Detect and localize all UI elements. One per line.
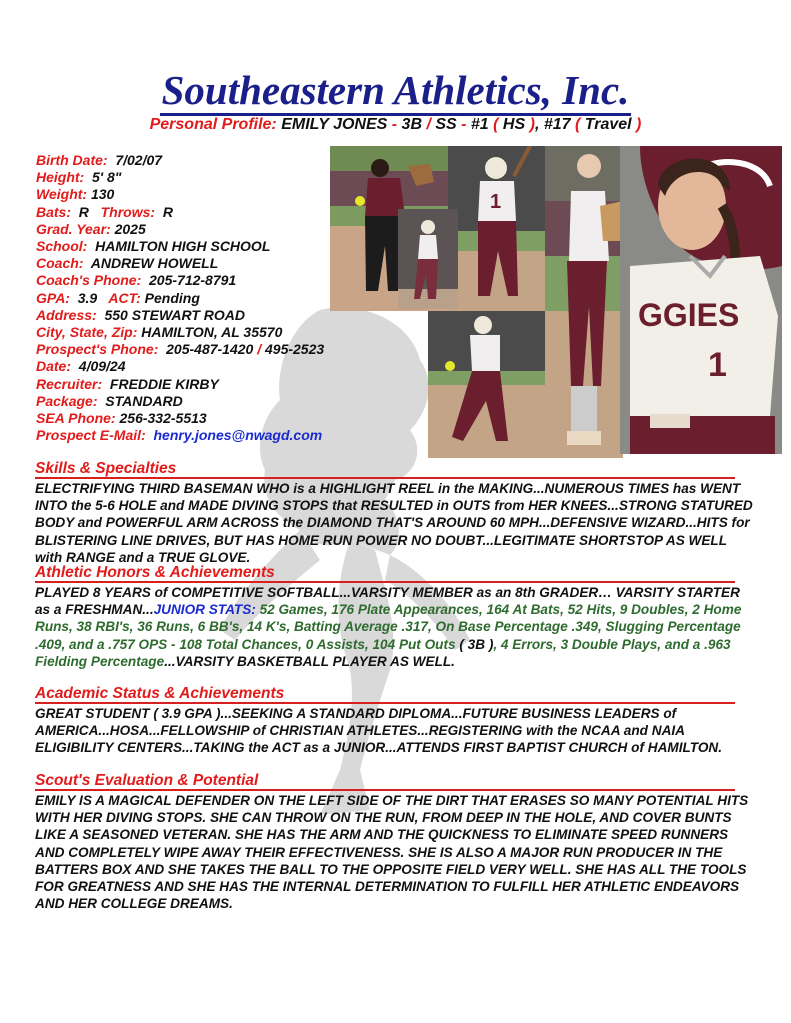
info-height: Height: 5' 8" [36, 169, 122, 186]
section-heading: Academic Status & Achievements [35, 685, 735, 704]
junior-stats-label: JUNIOR STATS [153, 602, 252, 618]
portrait-photo [620, 146, 782, 454]
player-name: EMILY JONES [281, 116, 388, 133]
info-package: Package: STANDARD [36, 392, 183, 409]
batting-stance-photo [448, 146, 545, 311]
jersey-number-travel: #17 [543, 116, 571, 133]
profile-subtitle: Personal Profile: EMILY JONES - 3B / SS - #1 ( HS ), #17 ( Travel ) [149, 116, 642, 133]
junior-stats: 52 Games, 176 Plate Appearances, 164 At Bats, 52 Hits, 9 Doubles, 2 Home Runs, 38 RBI's, 36 Runs, 6 BB's, 14 K's, Batting Average .317, On Base Percentage .349, Slugging Percentage .409, and a .757 OPS - 108 Total Chances, 0 Assists, 104 Put Outs [35, 602, 742, 652]
section-heading: Scout's Evaluation & Potential [35, 772, 735, 791]
svg-text:GGIES: GGIES [638, 297, 740, 333]
section-body: GREAT STUDENT ( 3.9 GPA )...SEEKING A STANDARD DIPLOMA...FUTURE BUSINESS LEADERS of AMERICA...HOSA...FELLOWSHIP of CHRISTIAN ATHLETES...REGISTERING with the NCAA and NAIA ELIGIBILITY CENTERS...TAKING the ACT as a JUNIOR...ATTENDS FIRST BAPTIST CHURCH of HAMILTON. [35, 706, 723, 756]
company-title: Southeastern Athletics, Inc. [0, 68, 791, 112]
info-grad-year: Grad. Year: 2025 [36, 220, 146, 237]
section-body: ELECTRIFYING THIRD BASEMAN WHO is a HIGHLIGHT REEL in the MAKING...NUMEROUS TIMES has WENT INTO the 5-6 HOLE and MADE DIVING STOPS that RESULTED in OUTS from HER KNEES...STRONG STATURED BODY and POWERFUL ARM ACROSS the DIAMOND THAT'S AROUND 60 MPH...DEFENSIVE WIZARD...HITS for BLISTERING LINE DRIVES, BUT HAS HOME RUN POWER NO DOUBT...LEGITIMATE SHORTSTOP AS WELL with RANGE and a TRUE GLOVE. [35, 481, 753, 565]
section-scout [35, 772, 755, 912]
svg-text:1: 1 [708, 346, 727, 384]
section-academic [35, 685, 755, 757]
position-secondary: SS [435, 116, 457, 133]
section-skills [35, 460, 755, 566]
section-heading: Skills & Specialties [35, 460, 735, 479]
info-city-state-zip: City, State, Zip: HAMILTON, AL 35570 [36, 324, 283, 341]
section-heading: Athletic Honors & Achievements [35, 564, 735, 583]
info-gpa-act: GPA: 3.9 ACT: Pending [36, 289, 200, 306]
info-coach: Coach: ANDREW HOWELL [36, 255, 219, 272]
info-birth-date: Birth Date: 7/02/07 [36, 152, 163, 168]
profile-label: Personal Profile: [149, 116, 277, 133]
section-body: EMILY IS A MAGICAL DEFENDER ON THE LEFT SIDE OF THE DIRT THAT ERASES SO MANY POTENTIAL HITS WITH HER DIVING STOPS. SHE CAN THROW ON THE RUN, FROM DEEP IN THE HOLE, AND COVER BUNTS LIKE A SEASONED VETERAN. SHE HAS THE ARM AND THE QUICKNESS TO ELIMINATE SPEED RUNNERS AND COMPLETELY WIPE AWAY THEIR EFFECTIVENESS. SHE IS ALSO A MAJOR RUN PRODUCER IN THE BATTERS BOX AND SHE TAKES THE BALL TO THE OPPOSITE FIELD VERY WELL. SHE HAS ALL THE TOOLS FOR GREATNESS AND SHE HAS THE INTERNAL DETERMINATION TO FULFILL HER ATHLETIC ENDEAVORS AND HER COLLEGE DREAMS. [35, 793, 749, 912]
info-sea-phone: SEA Phone: 256-332-5513 [36, 410, 207, 427]
hitting-photo [428, 311, 545, 458]
info-email: Prospect E-Mail: henry.jones@nwagd.com [36, 427, 323, 444]
email-link[interactable]: henry.jones@nwagd.com [153, 427, 323, 444]
info-coach-phone: Coach's Phone: 205-712-8791 [36, 272, 237, 289]
swing-photo-small [398, 209, 458, 309]
info-bats-throws: Bats: R Throws: R [36, 203, 173, 220]
info-weight: Weight: 130 [36, 186, 115, 203]
svg-text:1: 1 [490, 191, 502, 213]
info-recruiter: Recruiter: FREDDIE KIRBY [36, 375, 219, 392]
info-school: School: HAMILTON HIGH SCHOOL [36, 238, 271, 255]
info-prospect-phone: Prospect's Phone: 205-487-1420 / 495-2523 [36, 341, 325, 358]
position-primary: 3B [401, 116, 422, 133]
info-date: Date: 4/09/24 [36, 358, 126, 375]
info-address: Address: 550 STEWART ROAD [36, 306, 246, 323]
section-body: PLAYED 8 YEARS of COMPETITIVE SOFTBALL...VARSITY MEMBER as an 8th GRADER… VARSITY STARTER as a FRESHMAN...JUNIOR STATS: 52 Games, 176 Plate Appearances, 164 At Bats, 52 Hits, 9 Doubles, 2 Home Runs, 38 RBI's, 36 Runs, 6 BB's, 14 K's, Batting Average .317, On Base Percentage .349, Slugging Percentage .409, and a .757 OPS - 108 Total Chances, 0 Assists, 104 Put Outs ( 3B ), 4 Errors, 3 Double Plays, and a .963 Fielding Percentage...VARSITY BASKETBALL PLAYER AS WELL. [35, 585, 742, 669]
pitching-photo [545, 146, 623, 458]
section-honors [35, 564, 755, 670]
jersey-number-hs: #1 [470, 116, 489, 133]
